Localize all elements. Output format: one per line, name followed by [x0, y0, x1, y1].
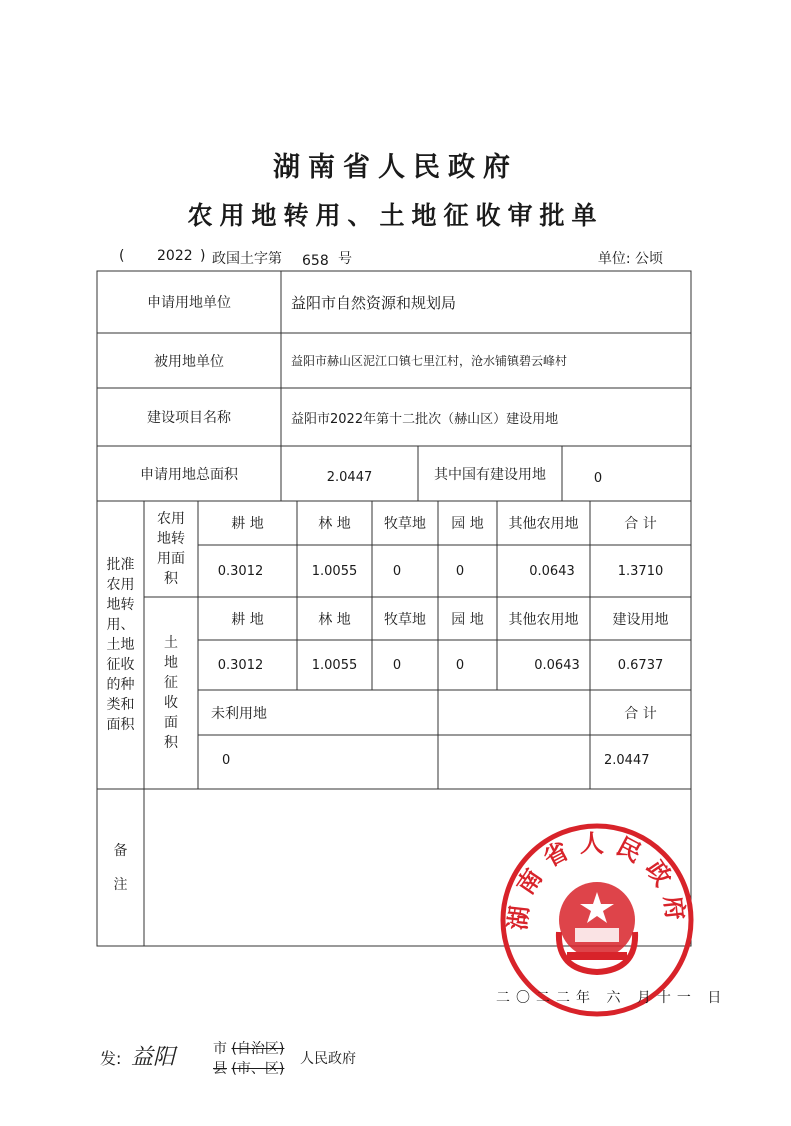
conv-value-2: 0 [392, 563, 402, 579]
county-text: 县 [213, 1061, 227, 1077]
conv-header-0: 耕 地 [231, 516, 264, 532]
unused-land-label: 未利用地 [211, 705, 267, 722]
grand-total-value: 2.0447 [604, 752, 650, 768]
doc-number: 658 [302, 253, 329, 269]
issue-date: 二〇二二年 六 月十一 日 [496, 990, 728, 1006]
exp-header-3: 园 地 [451, 611, 484, 628]
exp-value-5: 0.6737 [617, 657, 664, 673]
exp-value-4: 0.0643 [534, 657, 580, 673]
conv-header-4: 其他农用地 [508, 516, 579, 532]
exp-header-1: 林 地 [318, 611, 351, 628]
issue-label: 发: [100, 1049, 122, 1068]
remarks-label-text: 备 注 [113, 842, 128, 893]
conv-header-3: 园 地 [451, 516, 484, 532]
conv-value-1: 1.0055 [311, 563, 358, 579]
document-title: 湖南省人民政府 [273, 152, 518, 183]
exp-header-0: 耕 地 [231, 611, 264, 628]
government-text: 人民政府 [300, 1051, 356, 1067]
conv-value-0: 0.3012 [217, 563, 264, 579]
document-subtitle: 农用地转用、土地征收审批单 [187, 201, 604, 230]
exp-header-5: 建设用地 [612, 611, 669, 628]
conv-header-2: 牧草地 [384, 516, 426, 532]
doc-year: 2022 [157, 248, 193, 264]
exp-value-1: 1.0055 [311, 657, 358, 673]
doc-close-paren: ) [200, 248, 206, 264]
grand-total-label: 合 计 [624, 705, 657, 722]
total-area-label: 申请用地总面积 [140, 466, 238, 483]
unit-label: 单位: 公顷 [597, 251, 663, 267]
section-label-text: 批准农用地转用、土地征收的种类和面积 [106, 557, 135, 733]
applicant-value: 益阳市自然资源和规划局 [291, 293, 457, 312]
seal-text: 湖南省人民政府 [502, 828, 692, 932]
expropriation-label-text: 土地征收面积 [164, 635, 178, 751]
remarks-label [97, 789, 144, 946]
exp-header-4: 其他农用地 [508, 611, 579, 628]
doc-open-paren: ( [119, 248, 125, 264]
land-user-value: 益阳市赫山区泥江口镇七里江村，沧水铺镇碧云峰村 [291, 354, 568, 368]
conv-value-5: 1.3710 [617, 563, 664, 579]
exp-header-2: 牧草地 [384, 611, 426, 628]
project-label: 建设项目名称 [147, 410, 231, 426]
conversion-label-text: 农用地转用面积 [157, 511, 185, 587]
county-district-line [213, 1058, 284, 1078]
expropriation-label [144, 597, 198, 789]
conv-header-1: 林 地 [318, 516, 351, 532]
land-user-label: 被用地单位 [154, 353, 224, 370]
district-text: (市、区) [231, 1061, 285, 1077]
doc-prefix: 政国土字第 [212, 251, 282, 267]
autonomous-region-text: (自治区) [231, 1041, 285, 1057]
conv-header-5: 合 计 [624, 516, 657, 532]
handwritten-signature: 益阳 [131, 1045, 176, 1070]
doc-suffix: 号 [338, 251, 352, 267]
city-text: 市 [213, 1041, 227, 1057]
national-emblem-icon [559, 882, 635, 972]
exp-value-0: 0.3012 [217, 657, 264, 673]
project-value: 益阳市2022年第十二批次（赫山区）建设用地 [291, 411, 559, 427]
section-label [97, 501, 144, 789]
state-land-value: 0 [593, 471, 603, 486]
conv-value-4: 0.0643 [529, 563, 575, 579]
exp-value-3: 0 [455, 657, 465, 673]
city-autonomous-line [213, 1038, 284, 1058]
unused-land-value: 0 [222, 752, 231, 768]
state-land-label: 其中国有建设用地 [434, 466, 546, 483]
total-area-value: 2.0447 [326, 469, 373, 485]
exp-value-2: 0 [392, 657, 402, 673]
applicant-label: 申请用地单位 [147, 295, 231, 311]
conversion-label [144, 501, 198, 597]
conv-value-3: 0 [455, 563, 465, 579]
